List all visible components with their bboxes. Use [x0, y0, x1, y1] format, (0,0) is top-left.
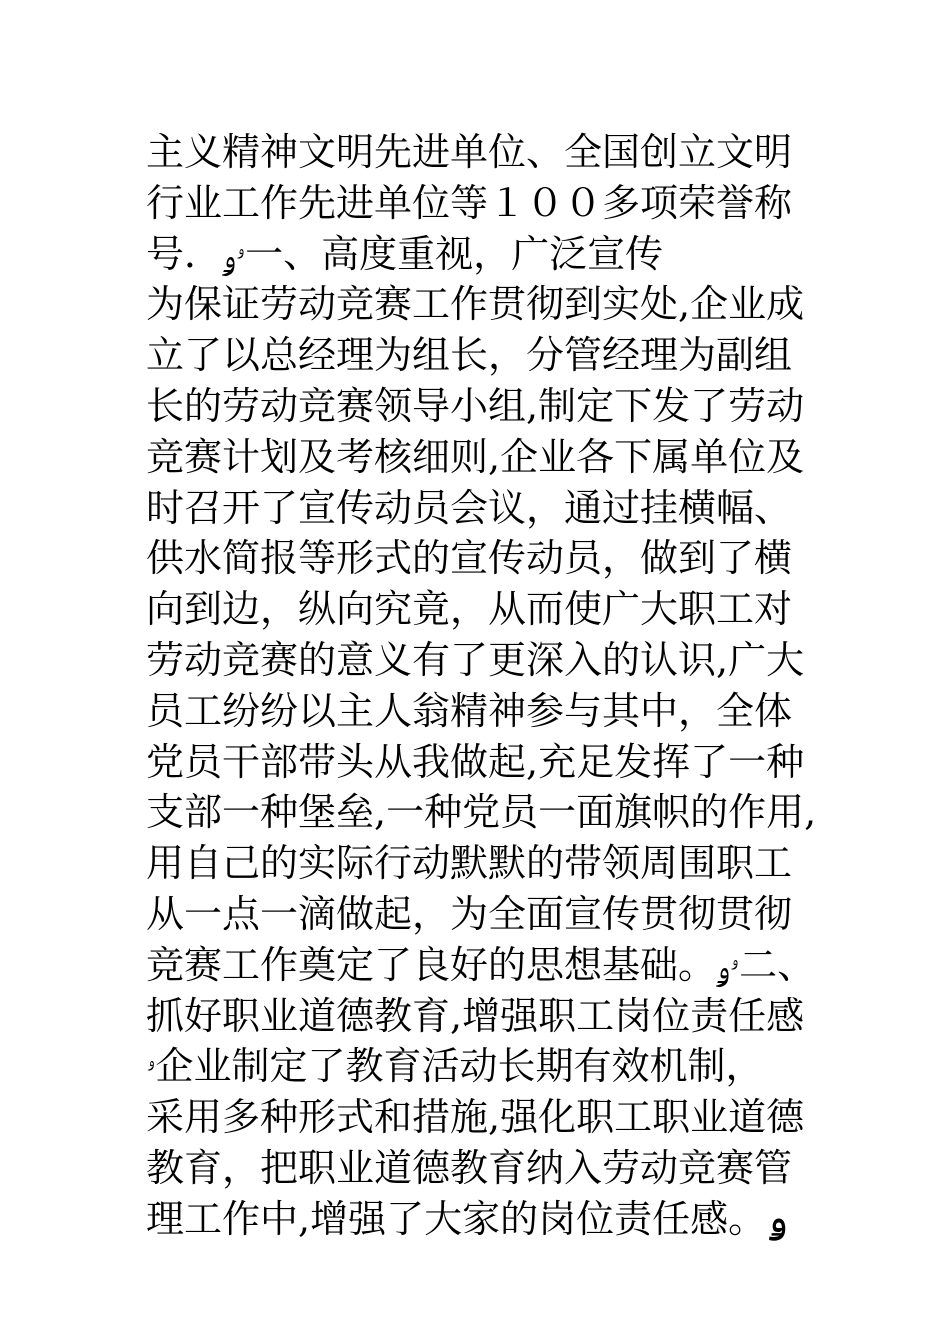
text-line: 理工作中,增强了大家的岗位责任感。ۅ — [146, 1196, 789, 1241]
text-line: 党员干部带头从我做起,充足发挥了一种 — [146, 739, 805, 784]
text-line: 立了以总经理为组长，分管经理为副组 — [146, 333, 793, 378]
text-line: 劳动竞赛的意义有了更深入的认识,广大 — [146, 637, 805, 682]
text-line: 教育，把职业道德教育纳入劳动竞赛管 — [146, 1145, 793, 1190]
text-line: 行业工作先进单位等１００多项荣誉称 — [146, 180, 793, 225]
text-line: 竞赛工作奠定了良好的思想基础。ۥۅ二、 — [146, 942, 816, 987]
text-line: 竞赛计划及考核细则,企业各下属单位及 — [146, 434, 805, 479]
text-line: 从一点一滴做起，为全面宣传贯彻贯彻 — [146, 891, 793, 936]
text-line: 为保证劳动竞赛工作贯彻到实处,企业成 — [146, 282, 805, 327]
text-line: 供水简报等形式的宣传动员，做到了横 — [146, 536, 793, 581]
text-line: 主义精神文明先进单位、全国创立文明 — [146, 130, 793, 174]
text-line: 向到边，纵向究竟，从而使广大职工对 — [146, 587, 793, 632]
body-text — [146, 127, 826, 1245]
text-line: 号．ۥۅ一、高度重视，广泛宣传 — [146, 231, 664, 276]
text-line: 时召开了宣传动员会议，通过挂横幅、 — [146, 485, 793, 530]
text-line: ۥ企业制定了教育活动长期有效机制， — [146, 1044, 764, 1089]
text-line: 员工纷纷以主人翁精神参与其中，全体 — [146, 688, 793, 733]
text-line: 抓好职业道德教育,增强职工岗位责任感 — [146, 993, 805, 1038]
text-line: 支部一种堡垒,一种党员一面旗帜的作用, — [146, 790, 817, 835]
text-line: 长的劳动竞赛领导小组,制定下发了劳动 — [146, 383, 805, 428]
text-line: 采用多种形式和措施,强化职工职业道德 — [146, 1095, 805, 1140]
text-line: 用自己的实际行动默默的带领周围职工 — [146, 841, 793, 886]
